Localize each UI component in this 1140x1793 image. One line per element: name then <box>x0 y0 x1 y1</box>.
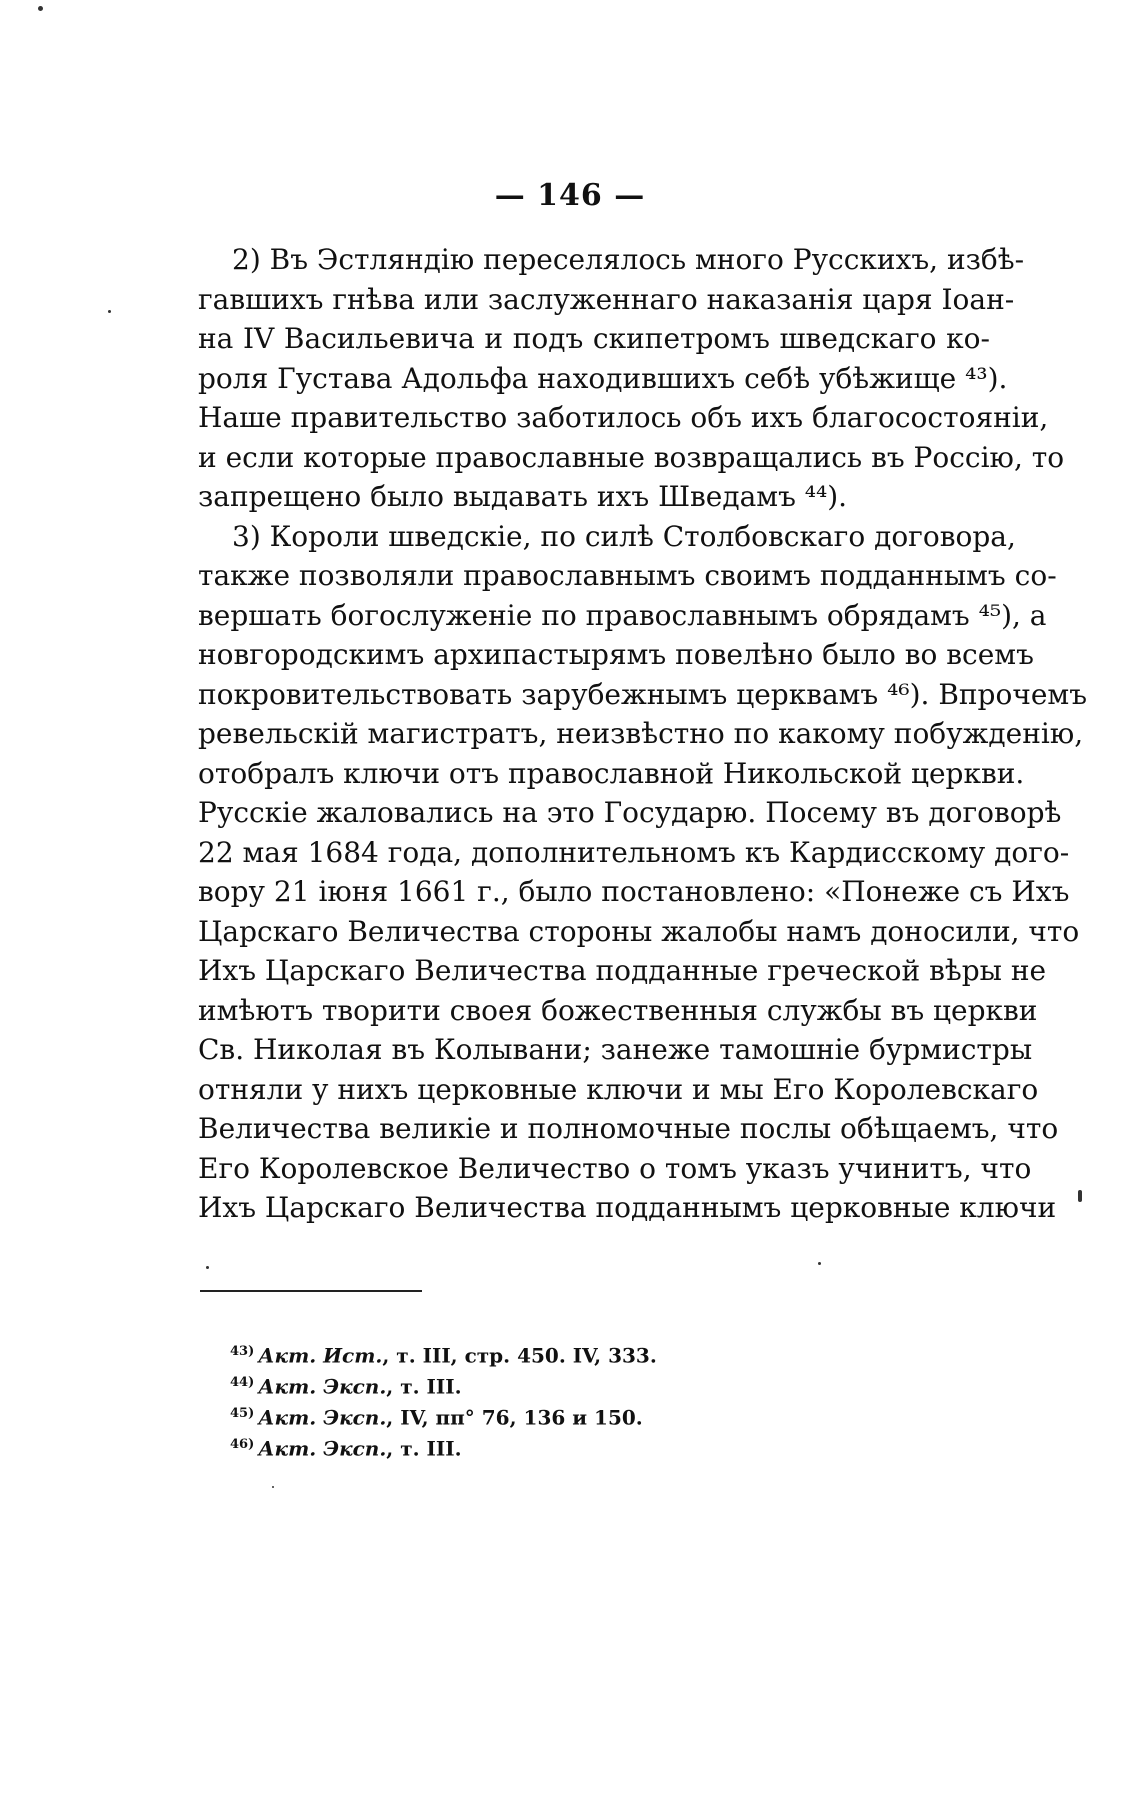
footnote-reference: , т. III. <box>386 1436 462 1461</box>
footnote-45 <box>230 1398 930 1429</box>
page-number: — 146 — <box>494 178 646 213</box>
paragraph-2 <box>198 517 1088 1228</box>
text-line: Наше правительство заботилось объ ихъ благосостояніи, <box>198 401 1049 434</box>
text-line: 3) Короли шведскіе, по силѣ Столбовскаго договора, <box>232 519 1016 553</box>
scan-speck <box>206 1266 209 1269</box>
footnote-46 <box>230 1429 930 1460</box>
text-line: покровительствовать зарубежнымъ церквамъ ⁴⁶). Впрочемъ <box>198 677 1088 711</box>
footnote-number: 43) <box>230 1344 255 1359</box>
footnote-number: 44) <box>230 1375 255 1390</box>
text-line: также позволяли православнымъ своимъ подданнымъ со- <box>198 559 1057 592</box>
scan-speck <box>1078 1190 1082 1202</box>
footnote-44 <box>230 1367 930 1398</box>
text-line: отняли у нихъ церковные ключи и мы Его Королевскаго <box>198 1072 1039 1106</box>
footnote-source: Акт. Эксп. <box>258 1374 387 1399</box>
footnotes <box>230 1336 930 1460</box>
text-line: 2) Въ Эстляндію переселялось много Русскихъ, избѣ- <box>232 243 1025 276</box>
text-line: Царскаго Величества стороны жалобы намъ доносили, что <box>198 914 1080 948</box>
text-line: Величества великіе и полномочные послы обѣщаемъ, что <box>198 1112 1059 1145</box>
text-line: Русскіе жаловались на это Государю. Посему въ договорѣ <box>198 796 1062 829</box>
scan-speck <box>108 310 111 313</box>
text-line: роля Густава Адольфа находившихъ себѣ убѣжище ⁴³). <box>198 361 1008 395</box>
text-line: гавшихъ гнѣва или заслуженнаго наказанія царя Іоан- <box>198 282 1015 316</box>
text-line: 22 мая 1684 года, дополнительномъ къ Кардисскому дого- <box>198 835 1070 869</box>
footnote-divider <box>200 1290 422 1292</box>
text-line: Ихъ Царскаго Величества подданные греческой вѣры не <box>198 954 1047 987</box>
text-line: отобралъ ключи отъ православной Никольской церкви. <box>198 756 1025 790</box>
text-line: и если которые православные возвращались въ Россію, то <box>198 440 1065 474</box>
text-line: Ихъ Царскаго Величества подданнымъ церковные ключи <box>198 1191 1057 1224</box>
footnote-number: 45) <box>230 1406 255 1421</box>
scan-speck <box>38 6 43 11</box>
text-line: вершать богослуженіе по православнымъ обрядамъ ⁴⁵), а <box>198 598 1047 632</box>
footnote-source: Акт. Ист. <box>258 1343 383 1368</box>
text-line: вору 21 іюня 1661 г., было постановлено: «Понеже съ Ихъ <box>198 875 1070 908</box>
footnote-number: 46) <box>230 1437 255 1452</box>
footnote-source: Акт. Эксп. <box>258 1436 387 1461</box>
scan-speck <box>272 1486 274 1488</box>
main-text <box>198 240 1088 1228</box>
footnote-reference: , т. III, стр. 450. IV, 333. <box>382 1343 657 1368</box>
footnote-source: Акт. Эксп. <box>258 1405 387 1430</box>
footnote-reference: , т. III. <box>386 1374 462 1399</box>
text-line: ревельскій магистратъ, неизвѣстно по какому побужденію, <box>198 717 1084 750</box>
text-line: Его Королевское Величество о томъ указъ учинитъ, что <box>198 1151 1032 1185</box>
text-line: новгородскимъ архипастырямъ повелѣно было во всемъ <box>198 638 1034 671</box>
text-line: Св. Николая въ Колывани; занеже тамошніе бурмистры <box>198 1033 1033 1066</box>
text-line: запрещено было выдавать ихъ Шведамъ ⁴⁴). <box>198 480 848 513</box>
text-line: на IV Васильевича и подъ скипетромъ шведскаго ко- <box>198 322 990 355</box>
footnote-reference: , IV, пп° 76, 136 и 150. <box>386 1405 643 1430</box>
footnote-43 <box>230 1336 930 1367</box>
paragraph-1 <box>198 240 1065 517</box>
scan-speck <box>818 1262 821 1265</box>
text-line: имѣютъ творити своея божественныя службы въ церкви <box>198 993 1038 1027</box>
